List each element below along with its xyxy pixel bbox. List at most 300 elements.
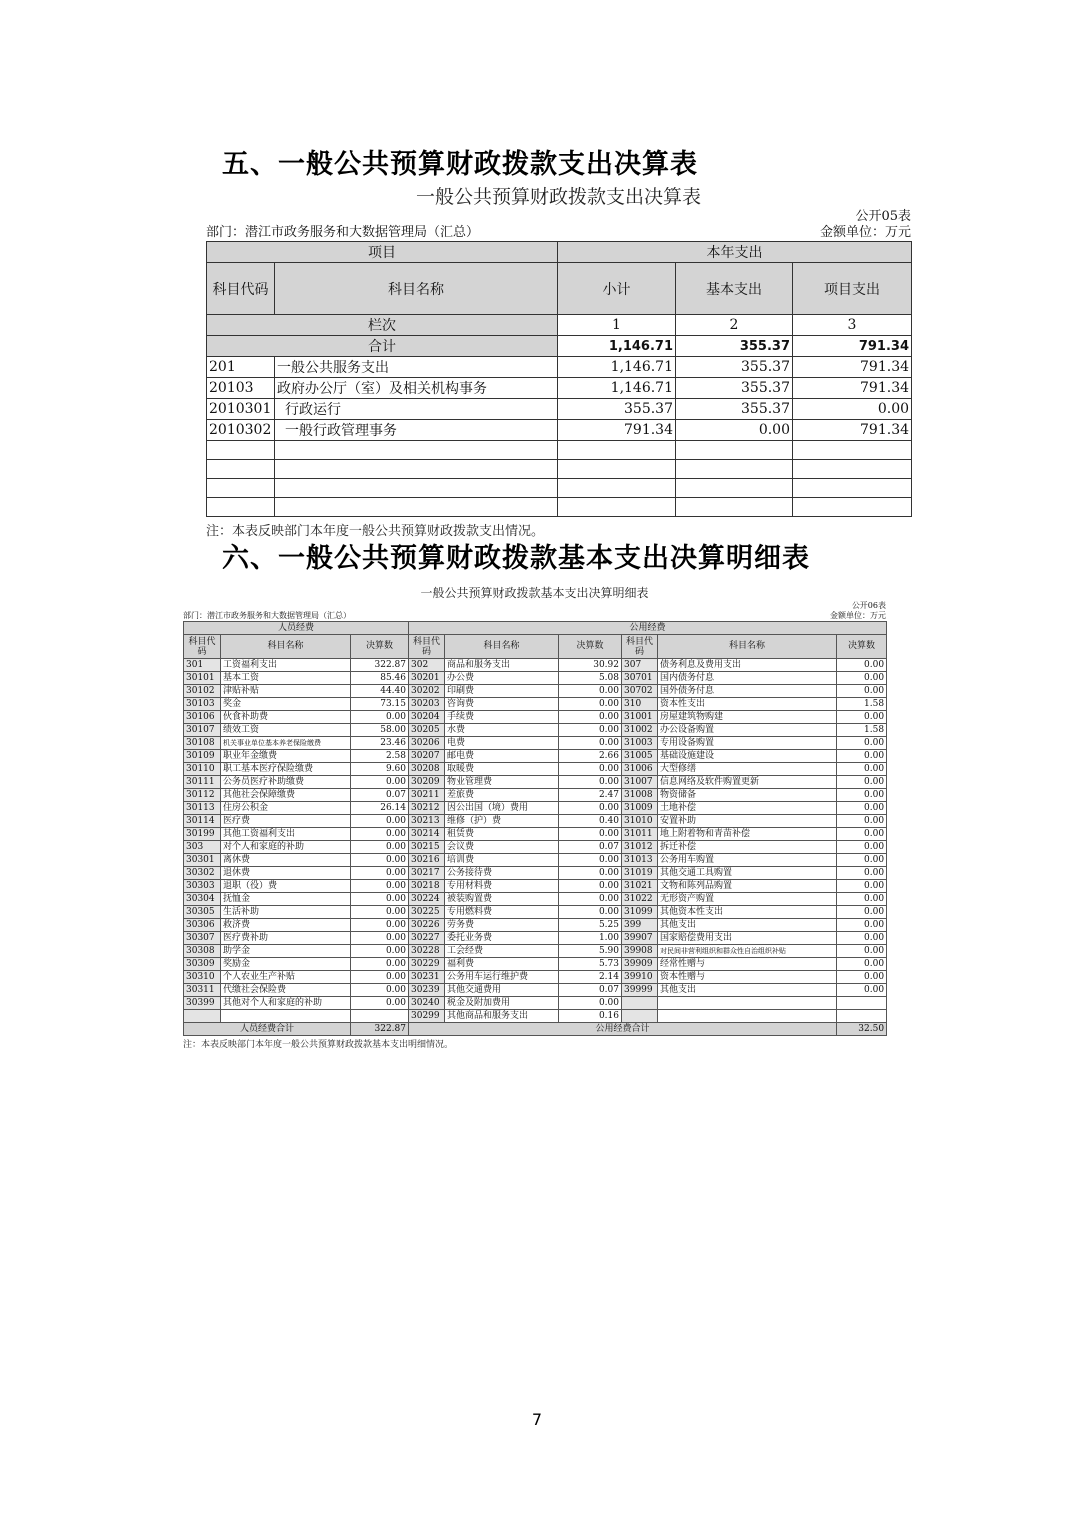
table-row — [184, 984, 887, 997]
table6-header-personnel: 人员经费 — [184, 622, 409, 635]
table5-note: 注：本表反映部门本年度一般公共预算财政拨款支出情况。 — [206, 524, 545, 539]
table6-cell-amount: 0.00 — [351, 867, 409, 880]
table6-cell-code: 30311 — [184, 984, 221, 997]
table6-cell-amount: 0.00 — [559, 880, 622, 893]
table6-header-code: 科目代码 — [409, 635, 445, 659]
table6-cell-name: 土地补偿 — [658, 802, 837, 815]
table5-total-basic: 355.37 — [676, 336, 793, 357]
table6-cell-amount: 0.00 — [351, 997, 409, 1010]
table6-cell-amount: 0.00 — [351, 854, 409, 867]
table6-cell-amount: 26.14 — [351, 802, 409, 815]
table5-cell-name: 政府办公厅（室）及相关机构事务 — [275, 378, 558, 399]
table6-cell-name: 对民间非营利组织和群众性自治组织补贴 — [658, 945, 837, 958]
table6-header-name: 科目名称 — [658, 635, 837, 659]
table6-cell-code: 31002 — [622, 724, 658, 737]
table-row — [184, 919, 887, 932]
table6-cell-amount: 0.00 — [837, 971, 887, 984]
table6-cell-code: 31008 — [622, 789, 658, 802]
table6-cell-code: 30107 — [184, 724, 221, 737]
table6-cell-name: 奖金 — [221, 698, 351, 711]
table6-cell-amount: 0.00 — [559, 685, 622, 698]
table6-cell-amount: 0.00 — [837, 763, 887, 776]
table5-cell-code: 2010301 — [207, 399, 275, 420]
table-row — [184, 737, 887, 750]
table6-cell-name: 基本工资 — [221, 672, 351, 685]
table6-cell-name: 工会经费 — [445, 945, 559, 958]
table6-cell-name: 生活补助 — [221, 906, 351, 919]
table6-cell-code: 31099 — [622, 906, 658, 919]
table6-cell-amount: 0.00 — [837, 737, 887, 750]
table6-header-name: 科目名称 — [221, 635, 351, 659]
table5-header-subtotal: 小计 — [558, 263, 676, 315]
table-row — [184, 932, 887, 945]
table6-cell-name: 国内债务付息 — [658, 672, 837, 685]
table6-cell-amount: 0.00 — [837, 789, 887, 802]
table6-form-code: 公开06表 — [851, 601, 886, 610]
table6-cell-amount: 2.58 — [351, 750, 409, 763]
table6-cell-amount — [351, 1010, 409, 1023]
table-row — [184, 724, 887, 737]
table6-cell-name: 租赁费 — [445, 828, 559, 841]
table6-cell-amount: 0.00 — [351, 945, 409, 958]
table6-cell-name: 文物和陈列品购置 — [658, 880, 837, 893]
table6-cell-amount: 2.47 — [559, 789, 622, 802]
table5-grid — [206, 241, 912, 517]
section6-heading: 六、一般公共预算财政拨款基本支出决算明细表 — [222, 543, 810, 574]
table5-cell-name: 一般公共服务支出 — [275, 357, 558, 378]
table6-cell-amount: 0.00 — [837, 659, 887, 672]
table5-header-row-2 — [207, 263, 912, 315]
table5-empty-row — [207, 460, 912, 479]
table6-cell-code: 30209 — [409, 776, 445, 789]
table6-cell-amount: 0.00 — [351, 919, 409, 932]
table-row — [184, 867, 887, 880]
table6-cell-amount: 9.60 — [351, 763, 409, 776]
table6-cell-name: 职业年金缴费 — [221, 750, 351, 763]
table6-cell-name: 物资储备 — [658, 789, 837, 802]
table5-dept: 部门：潜江市政务服务和大数据管理局（汇总） — [206, 225, 480, 240]
table6-cell-amount: 0.00 — [351, 984, 409, 997]
table6-cell-code: 30208 — [409, 763, 445, 776]
table6-cell-code: 30111 — [184, 776, 221, 789]
table6-cell-amount: 0.00 — [559, 997, 622, 1010]
table5-cell-basic: 355.37 — [676, 378, 793, 399]
table6-cell-name: 其他商品和服务支出 — [445, 1010, 559, 1023]
table6-cell-code: 39907 — [622, 932, 658, 945]
table6-cell-amount: 0.00 — [837, 711, 887, 724]
table6-cell-amount: 0.00 — [837, 984, 887, 997]
table6-cell-amount: 0.00 — [351, 711, 409, 724]
table6-cell-name: 取暖费 — [445, 763, 559, 776]
table6-cell-name: 房屋建筑物购建 — [658, 711, 837, 724]
table-row — [184, 815, 887, 828]
table6-cell-name: 其他支出 — [658, 984, 837, 997]
table5-total-label: 合计 — [207, 336, 558, 357]
table-row — [184, 711, 887, 724]
table5-cell-subtotal: 355.37 — [558, 399, 676, 420]
table6-total-row — [184, 1023, 887, 1036]
table6-cell-code: 30101 — [184, 672, 221, 685]
table6-cell-amount: 0.00 — [559, 828, 622, 841]
table5-lanci-label: 栏次 — [207, 315, 558, 336]
table-row — [184, 802, 887, 815]
table6-cell-amount: 322.87 — [351, 659, 409, 672]
table6-cell-amount: 0.00 — [837, 841, 887, 854]
table6-cell-name: 商品和服务支出 — [445, 659, 559, 672]
table6-cell-code: 30229 — [409, 958, 445, 971]
table6-cell-code: 30303 — [184, 880, 221, 893]
table6-cell-amount: 0.00 — [351, 880, 409, 893]
table6-cell-amount: 0.00 — [351, 841, 409, 854]
table6-personnel-total: 322.87 — [351, 1023, 409, 1036]
table6-cell-amount: 85.46 — [351, 672, 409, 685]
table6-header-code: 科目代码 — [184, 635, 221, 659]
table6-cell-amount: 0.00 — [837, 776, 887, 789]
table6-cell-name: 委托业务费 — [445, 932, 559, 945]
table6-cell-code: 30217 — [409, 867, 445, 880]
table6-cell-name: 手续费 — [445, 711, 559, 724]
table6-cell-name: 医疗费 — [221, 815, 351, 828]
table5-cell-subtotal: 1,146.71 — [558, 378, 676, 399]
table6-cell-amount: 0.00 — [837, 867, 887, 880]
table6-personnel-total-label: 人员经费合计 — [184, 1023, 351, 1036]
table6-cell-amount: 2.66 — [559, 750, 622, 763]
table6-cell-name: 安置补助 — [658, 815, 837, 828]
table6-cell-amount: 0.07 — [351, 789, 409, 802]
table6-cell-amount: 0.00 — [559, 698, 622, 711]
table6-cell-name: 拆迁补偿 — [658, 841, 837, 854]
table6-cell-name: 维修（护）费 — [445, 815, 559, 828]
table5-cell-code: 20103 — [207, 378, 275, 399]
table6-cell-amount: 5.08 — [559, 672, 622, 685]
table6-cell-name: 专用燃料费 — [445, 906, 559, 919]
table6-cell-name: 税金及附加费用 — [445, 997, 559, 1010]
table6-cell-code: 31005 — [622, 750, 658, 763]
table6-header-amount: 决算数 — [351, 635, 409, 659]
table5-empty-row — [207, 441, 912, 460]
table6-cell-name: 因公出国（境）费用 — [445, 802, 559, 815]
table6-cell-amount: 0.00 — [559, 711, 622, 724]
table-row — [207, 378, 912, 399]
table6-cell-code — [622, 1010, 658, 1023]
table6-cell-amount: 0.00 — [837, 672, 887, 685]
table6-cell-amount: 0.00 — [351, 893, 409, 906]
table5-header-item: 项目 — [207, 242, 558, 263]
table-row — [184, 828, 887, 841]
table-row — [207, 399, 912, 420]
table6-cell-code: 31010 — [622, 815, 658, 828]
table5-total-subtotal: 1,146.71 — [558, 336, 676, 357]
table6-cell-name: 国家赔偿费用支出 — [658, 932, 837, 945]
table6-cell-code: 39999 — [622, 984, 658, 997]
table6-cell-code: 30212 — [409, 802, 445, 815]
table6-cell-name — [221, 1010, 351, 1023]
table6-cell-amount: 0.00 — [351, 776, 409, 789]
table5-cell-project: 0.00 — [793, 399, 912, 420]
table6-cell-name: 其他交通工具购置 — [658, 867, 837, 880]
table6-cell-amount: 0.00 — [351, 906, 409, 919]
table6-cell-code: 30299 — [409, 1010, 445, 1023]
table-row — [184, 997, 887, 1010]
table6-cell-name: 印刷费 — [445, 685, 559, 698]
table6-cell-code: 399 — [622, 919, 658, 932]
table6-cell-name: 债务利息及费用支出 — [658, 659, 837, 672]
table5-cell-basic: 0.00 — [676, 420, 793, 441]
table6-cell-amount: 0.00 — [559, 763, 622, 776]
table6-cell-name: 个人农业生产补贴 — [221, 971, 351, 984]
table6-public-total-label: 公用经费合计 — [409, 1023, 837, 1036]
table6-cell-name: 救济费 — [221, 919, 351, 932]
table6-cell-name: 资本性赠与 — [658, 971, 837, 984]
table6-cell-code: 30307 — [184, 932, 221, 945]
table-row — [184, 906, 887, 919]
table6-cell-name: 其他资本性支出 — [658, 906, 837, 919]
table6-cell-code: 30701 — [622, 672, 658, 685]
table6-cell-code: 30231 — [409, 971, 445, 984]
table6-cell-amount: 0.00 — [351, 958, 409, 971]
table6-cell-code: 31003 — [622, 737, 658, 750]
table6-cell-code: 31001 — [622, 711, 658, 724]
table-row — [184, 698, 887, 711]
table6-cell-amount: 0.00 — [559, 724, 622, 737]
table6-cell-code: 30218 — [409, 880, 445, 893]
table-row — [184, 789, 887, 802]
table5-meta-row — [206, 225, 911, 241]
table5-header-code: 科目代码 — [207, 263, 275, 315]
table6-cell-code: 30305 — [184, 906, 221, 919]
table-row — [184, 750, 887, 763]
table5-header-basic: 基本支出 — [676, 263, 793, 315]
table6-cell-code: 310 — [622, 698, 658, 711]
table6-cell-name: 被装购置费 — [445, 893, 559, 906]
table6-cell-code: 39908 — [622, 945, 658, 958]
table6-public-total: 32.50 — [837, 1023, 887, 1036]
table6-cell-name: 奖励金 — [221, 958, 351, 971]
table5-empty-row — [207, 498, 912, 517]
table6-cell-code: 30304 — [184, 893, 221, 906]
table6-cell-code: 30109 — [184, 750, 221, 763]
table6-cell-code: 31009 — [622, 802, 658, 815]
table6-cell-code: 31011 — [622, 828, 658, 841]
table6-cell-code: 30213 — [409, 815, 445, 828]
table6-grid — [183, 621, 887, 1036]
table6-cell-name: 公务员医疗补助缴费 — [221, 776, 351, 789]
table6-cell-name: 地上附着物和青苗补偿 — [658, 828, 837, 841]
table6-header-row-1 — [184, 622, 887, 635]
table6-cell-code: 31022 — [622, 893, 658, 906]
table6-dept: 部门：潜江市政务服务和大数据管理局（汇总） — [183, 611, 351, 620]
table6-cell-code: 30302 — [184, 867, 221, 880]
table5-form-code-row — [206, 209, 911, 225]
table6-cell-code: 30206 — [409, 737, 445, 750]
table6-cell-code: 30399 — [184, 997, 221, 1010]
table6-cell-amount: 73.15 — [351, 698, 409, 711]
table6-cell-code: 31019 — [622, 867, 658, 880]
table6-cell-amount: 0.00 — [559, 893, 622, 906]
table6-cell-code: 30306 — [184, 919, 221, 932]
table5-form-code: 公开05表 — [855, 209, 911, 224]
table5-cell-name: 行政运行 — [275, 399, 558, 420]
table6-cell-name: 差旅费 — [445, 789, 559, 802]
table6-cell-code: 30702 — [622, 685, 658, 698]
table-row — [184, 880, 887, 893]
table-row — [184, 685, 887, 698]
table6-cell-code: 307 — [622, 659, 658, 672]
table6-cell-amount: 0.00 — [837, 906, 887, 919]
table6-cell-code: 30225 — [409, 906, 445, 919]
table6-cell-name: 职工基本医疗保险缴费 — [221, 763, 351, 776]
table6-cell-name: 退职（役）费 — [221, 880, 351, 893]
table6-cell-name: 福利费 — [445, 958, 559, 971]
table6-caption: 一般公共预算财政拨款基本支出决算明细表 — [420, 586, 649, 600]
table6-cell-amount: 30.92 — [559, 659, 622, 672]
table6-cell-code: 302 — [409, 659, 445, 672]
table6-cell-name: 其他社会保障缴费 — [221, 789, 351, 802]
table6-note: 注：本表反映部门本年度一般公共预算财政拨款基本支出明细情况。 — [183, 1040, 454, 1050]
table6-cell-amount: 0.00 — [837, 919, 887, 932]
section5-heading: 五、一般公共预算财政拨款支出决算表 — [222, 149, 698, 180]
table6-cell-name — [658, 997, 837, 1010]
table-row — [184, 854, 887, 867]
table6-cell-code: 30301 — [184, 854, 221, 867]
table6-header-name: 科目名称 — [445, 635, 559, 659]
table6-body — [184, 659, 887, 1023]
table6-cell-name: 办公设备购置 — [658, 724, 837, 737]
table6-cell-amount: 0.00 — [559, 867, 622, 880]
table6-cell-name — [658, 1010, 837, 1023]
table6-cell-name: 代缴社会保险费 — [221, 984, 351, 997]
table6-cell-name: 经常性赠与 — [658, 958, 837, 971]
table6-cell-name: 物业管理费 — [445, 776, 559, 789]
table6-header-amount: 决算数 — [559, 635, 622, 659]
table-row — [184, 893, 887, 906]
table6-cell-name: 劳务费 — [445, 919, 559, 932]
table6-cell-name: 工资福利支出 — [221, 659, 351, 672]
table6-cell-code: 30114 — [184, 815, 221, 828]
table5-cell-project: 791.34 — [793, 420, 912, 441]
table6-cell-code: 30216 — [409, 854, 445, 867]
table6-cell-name: 退休费 — [221, 867, 351, 880]
table6-cell-amount: 0.00 — [351, 828, 409, 841]
table-row — [184, 945, 887, 958]
table6-cell-name: 其他对个人和家庭的补助 — [221, 997, 351, 1010]
table6-cell-code: 31021 — [622, 880, 658, 893]
table6-cell-name: 基础设施建设 — [658, 750, 837, 763]
table6-cell-name: 水费 — [445, 724, 559, 737]
table6-cell-code: 30102 — [184, 685, 221, 698]
table6-cell-name: 津贴补贴 — [221, 685, 351, 698]
table6-cell-amount: 0.07 — [559, 841, 622, 854]
table6-cell-code: 30199 — [184, 828, 221, 841]
table6-cell-code — [184, 1010, 221, 1023]
table6-cell-name: 其他支出 — [658, 919, 837, 932]
table6-cell-name: 助学金 — [221, 945, 351, 958]
table-row — [184, 958, 887, 971]
table6-cell-code: 30226 — [409, 919, 445, 932]
table6-cell-amount — [837, 997, 887, 1010]
table6-cell-name: 机关事业单位基本养老保险缴费 — [221, 737, 351, 750]
table5-cell-project: 791.34 — [793, 357, 912, 378]
table5-total-row — [207, 336, 912, 357]
table6-cell-name: 专用设备购置 — [658, 737, 837, 750]
table6-cell-code: 30214 — [409, 828, 445, 841]
table6-cell-amount: 0.00 — [837, 685, 887, 698]
table5-lanci-row — [207, 315, 912, 336]
table6-cell-code: 30108 — [184, 737, 221, 750]
table-row — [184, 659, 887, 672]
table6-cell-amount: 0.07 — [559, 984, 622, 997]
table6-cell-name: 公务接待费 — [445, 867, 559, 880]
table6-cell-name: 信息网络及软件购置更新 — [658, 776, 837, 789]
table6-cell-code: 39910 — [622, 971, 658, 984]
table-row — [207, 420, 912, 441]
table6-cell-amount: 0.00 — [837, 932, 887, 945]
table6-cell-amount: 1.58 — [837, 724, 887, 737]
table6-cell-name: 住房公积金 — [221, 802, 351, 815]
table6-cell-amount: 0.00 — [837, 815, 887, 828]
table6-cell-amount: 0.00 — [837, 854, 887, 867]
table6-cell-name: 离休费 — [221, 854, 351, 867]
table6-cell-code: 30310 — [184, 971, 221, 984]
table6-cell-code: 30112 — [184, 789, 221, 802]
table6-cell-code: 30215 — [409, 841, 445, 854]
table6-cell-code: 30205 — [409, 724, 445, 737]
table6-cell-amount — [837, 1010, 887, 1023]
table6-cell-code: 30202 — [409, 685, 445, 698]
table6-cell-name: 公务用车购置 — [658, 854, 837, 867]
table5-empty-row — [207, 479, 912, 498]
table6-cell-amount: 0.00 — [837, 828, 887, 841]
table6-cell-code: 30211 — [409, 789, 445, 802]
table6-cell-code: 30239 — [409, 984, 445, 997]
table6-cell-name: 其他工资福利支出 — [221, 828, 351, 841]
table5-cell-code: 201 — [207, 357, 275, 378]
table-row — [184, 763, 887, 776]
table6-cell-name: 大型修缮 — [658, 763, 837, 776]
table6-cell-amount: 0.00 — [837, 958, 887, 971]
table6-cell-code: 30201 — [409, 672, 445, 685]
table6-cell-amount: 2.14 — [559, 971, 622, 984]
table-row — [184, 672, 887, 685]
table6-meta-row — [183, 611, 886, 621]
table5-cell-basic: 355.37 — [676, 399, 793, 420]
table6-cell-code: 30227 — [409, 932, 445, 945]
table6-cell-name: 其他交通费用 — [445, 984, 559, 997]
table6-cell-amount: 0.00 — [837, 750, 887, 763]
table6-cell-code: 30203 — [409, 698, 445, 711]
table6-cell-amount: 1.58 — [837, 698, 887, 711]
table6-header-row-2 — [184, 635, 887, 659]
table6-cell-code: 303 — [184, 841, 221, 854]
table6-unit: 金额单位：万元 — [830, 611, 886, 620]
table6-cell-amount: 1.00 — [559, 932, 622, 945]
table6-cell-code: 30204 — [409, 711, 445, 724]
table6-cell-code: 39909 — [622, 958, 658, 971]
table6-cell-name: 办公费 — [445, 672, 559, 685]
table6-cell-amount: 0.00 — [559, 854, 622, 867]
table6-cell-code: 30207 — [409, 750, 445, 763]
table6-cell-name: 伙食补助费 — [221, 711, 351, 724]
table6-cell-amount: 0.00 — [837, 945, 887, 958]
basic-expenditure-detail-table — [183, 586, 886, 1050]
table5-header-name: 科目名称 — [275, 263, 558, 315]
table6-cell-amount: 0.00 — [837, 893, 887, 906]
table5-cell-name: 一般行政管理事务 — [275, 420, 558, 441]
table6-cell-amount: 0.00 — [559, 802, 622, 815]
table6-cell-name: 邮电费 — [445, 750, 559, 763]
table-row — [184, 1010, 887, 1023]
table6-cell-name: 咨询费 — [445, 698, 559, 711]
